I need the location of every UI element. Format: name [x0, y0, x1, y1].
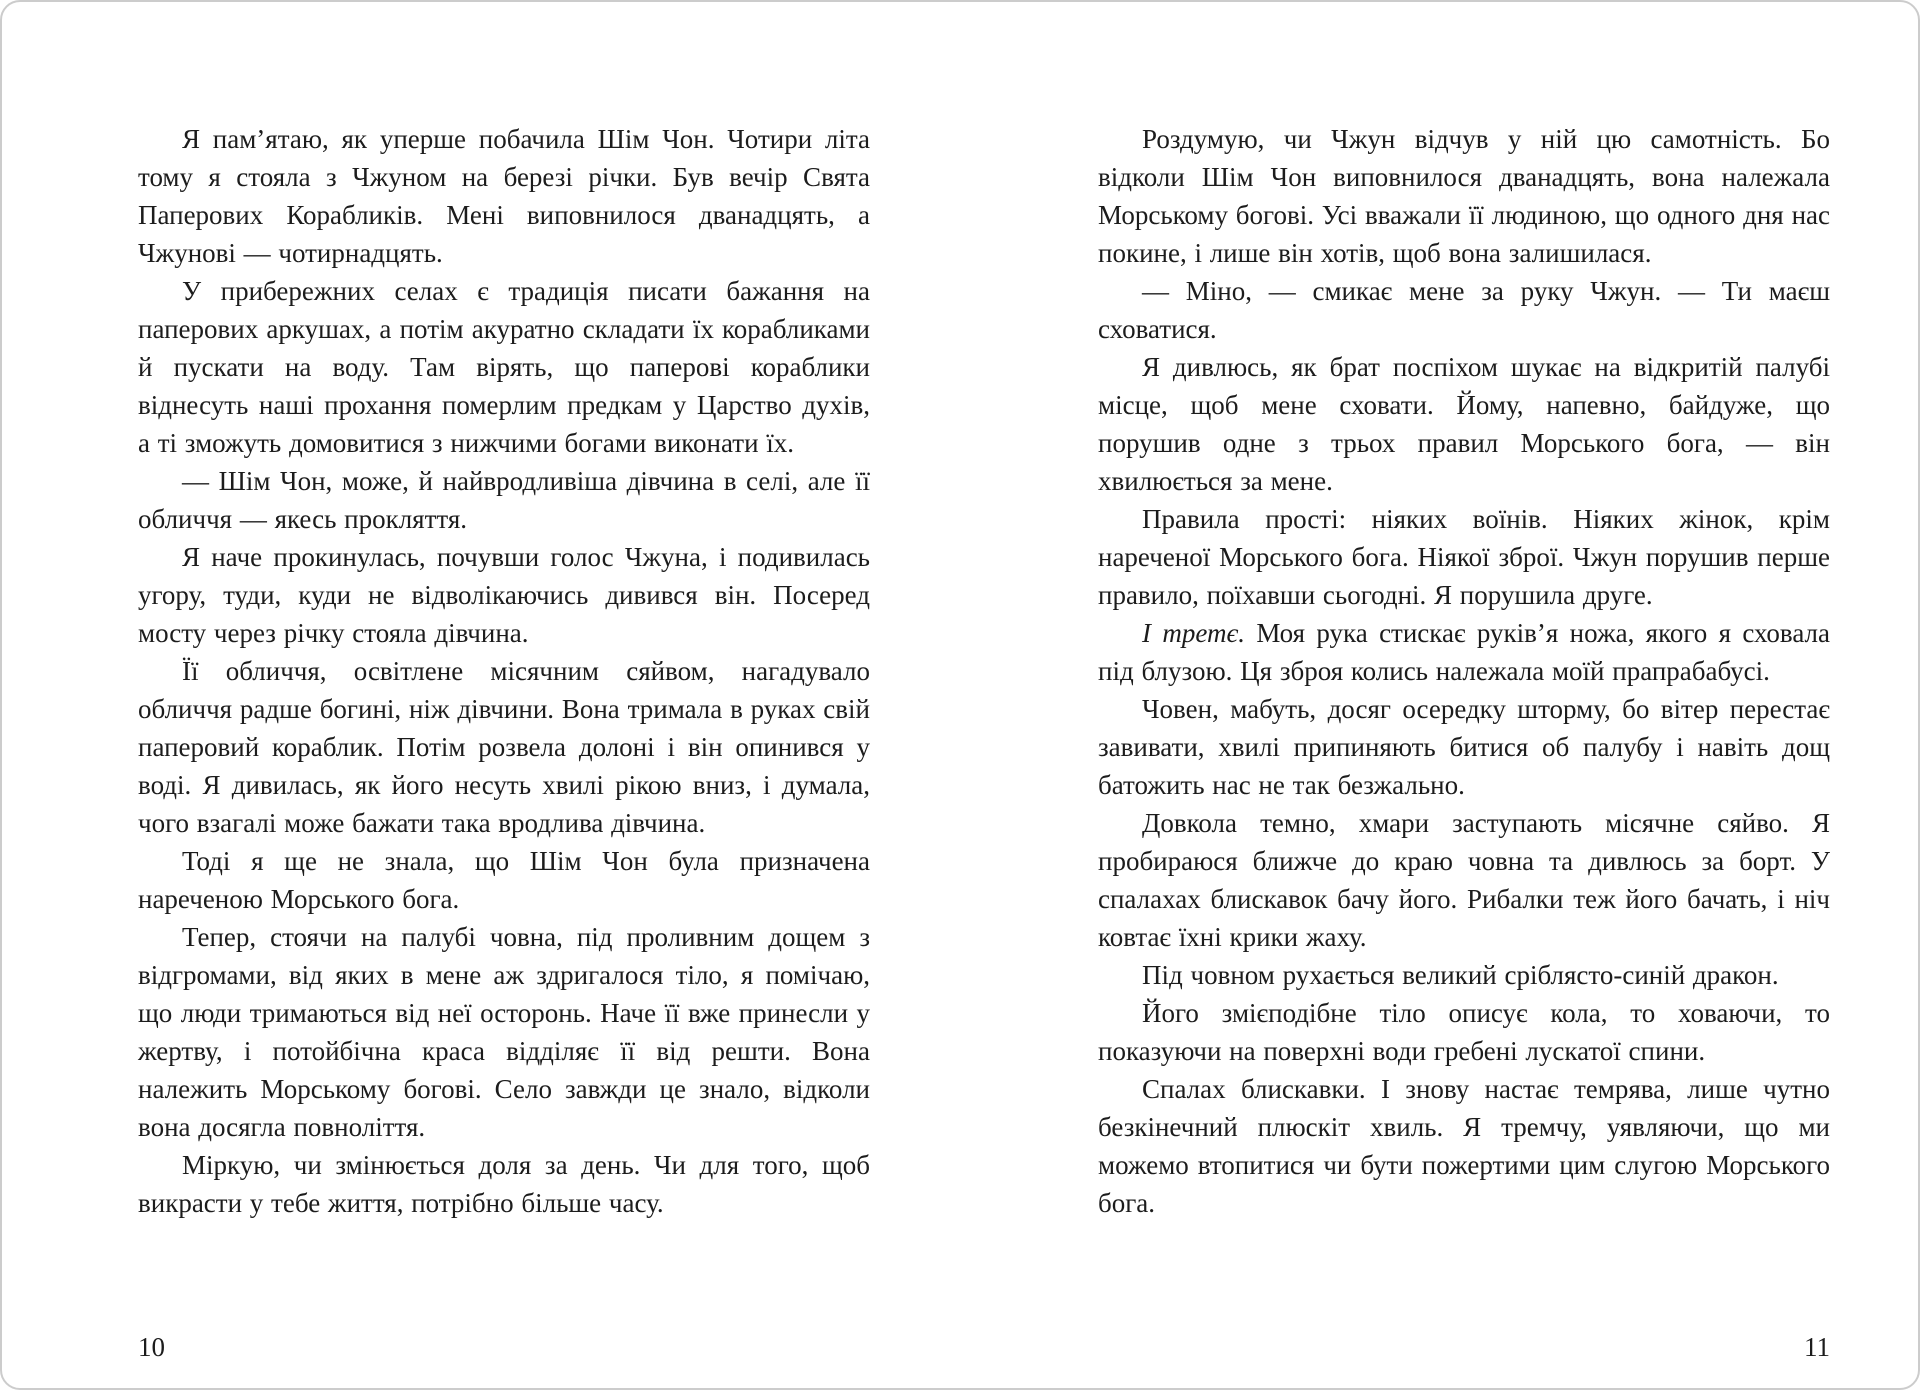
paragraph: Я пам’ятаю, як уперше побачила Шім Чон. Чотири літа тому я стояла з Чжуном на березі річки. Був вечір Свята Паперових Корабликів. Мені виповнилося дванадцять, а Чжунові — чотирнадцять. — [138, 124, 870, 268]
paragraph: Роздумую, чи Чжун відчув у ній цю самотність. Бо відколи Шім Чон виповнилося дванадцять, вона належала Морському богові. Усі вважали її людиною, що одного дня нас покине, і лише він хотів, щоб вона залишилася. — [1098, 124, 1830, 268]
paragraph: Правила прості: ніяких воїнів. Ніяких жінок, крім нареченої Морського бога. Ніякої зброї. Чжун порушив перше правило, поїхавши сьогодні. Я порушила друге. — [1098, 504, 1830, 610]
paragraph: Я дивлюсь, як брат поспіхом шукає на відкритій палубі місце, щоб мене сховати. Йому, напевно, байдуже, що порушив одне з трьох правил Морського бога, — він хвилюється за мене. — [1098, 352, 1830, 496]
page-left — [138, 120, 870, 1362]
page-left-text — [138, 120, 870, 1222]
page-right-text — [1098, 120, 1830, 1222]
page-number-right: 11 — [1804, 1332, 1830, 1362]
paragraph: — Міно, — смикає мене за руку Чжун. — Ти маєш сховатися. — [1098, 276, 1830, 344]
paragraph: Тоді я ще не знала, що Шім Чон була призначена нареченою Морського бога. — [138, 846, 870, 914]
paragraph-italic-lead: І третє. — [1142, 618, 1245, 648]
paragraph: У прибережних селах є традиція писати бажання на паперових аркушах, а потім акуратно складати їх корабликами й пускати на воду. Там вірять, що паперові кораблики віднесуть наші прохання померлим предкам у Царство духів, а ті зможуть домовитися з нижчими богами виконати їх. — [138, 276, 870, 458]
paragraph: І третє. Моя рука стискає руків’я ножа, якого я сховала під блузою. Ця зброя колись належала моїй прапрабабусі. — [1098, 618, 1830, 686]
paragraph: Довкола темно, хмари заступають місячне сяйво. Я пробираюся ближче до краю човна та дивлюсь за борт. У спалахах блискавок бачу його. Рибалки теж його бачать, і ніч ковтає їхні крики жаху. — [1098, 808, 1830, 952]
page-number-left: 10 — [138, 1332, 165, 1362]
paragraph: Тепер, стоячи на палубі човна, під проливним дощем з відгромами, від яких в мене аж здригалося тіло, я помічаю, що люди тримаються від неї осторонь. Наче її вже принесли у жертву, і потойбічна краса відділяє її від решти. Вона належить Морському богові. Село завжди це знало, відколи вона досягла повноліття. — [138, 922, 870, 1142]
page-right — [1098, 120, 1830, 1362]
paragraph: Спалах блискавки. І знову настає темрява, лише чутно безкінечний плюскіт хвиль. Я тремчу, уявляючи, що ми можемо втопитися чи бути пожертими цим слугою Морського бога. — [1098, 1074, 1830, 1218]
paragraph: Його змієподібне тіло описує кола, то ховаючи, то показуючи на поверхні води гребені лускатої спини. — [1098, 998, 1830, 1066]
paragraph: Міркую, чи змінюється доля за день. Чи для того, щоб викрасти у тебе життя, потрібно більше часу. — [138, 1150, 870, 1218]
paragraph: Човен, мабуть, досяг осередку шторму, бо вітер перестає завивати, хвилі припиняють битися об палубу і навіть дощ батожить нас не так безжально. — [1098, 694, 1830, 800]
paragraph: Під човном рухається великий сріблясто-синій дракон. — [1142, 960, 1779, 990]
paragraph: Її обличчя, освітлене місячним сяйвом, нагадувало обличчя радше богині, ніж дівчини. Вона тримала в руках свій паперовий кораблик. Потім розвела долоні і він опинився у воді. Я дивилась, як його несуть хвилі рікою вниз, і думала, чого взагалі може бажати така вродлива дівчина. — [138, 656, 870, 838]
paragraph: Я наче прокинулась, почувши голос Чжуна, і подивилась угору, туди, куди не відволікаючись дивився він. Посеред мосту через річку стояла дівчина. — [138, 542, 870, 648]
paragraph: — Шім Чон, може, й найвродливіша дівчина в селі, але її обличчя — якесь прокляття. — [138, 466, 870, 534]
